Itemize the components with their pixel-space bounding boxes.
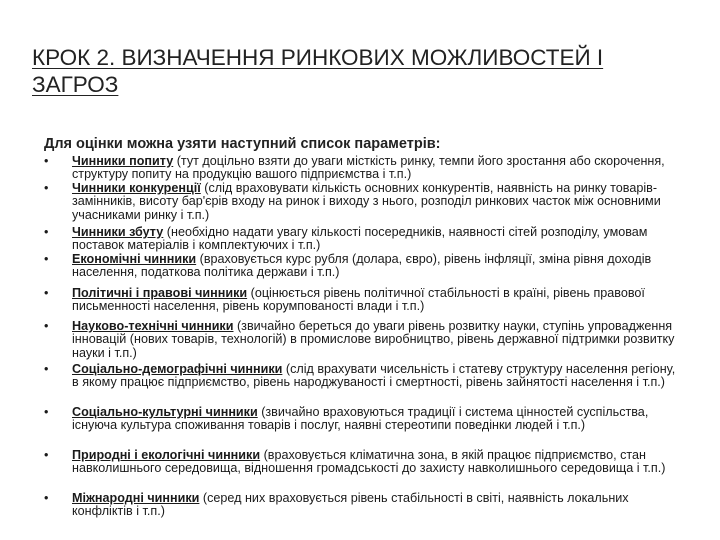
factor-term: Природні і екологічні чинники xyxy=(72,448,261,462)
factor-description: (тут доцільно взяти до уваги місткість ринку, темпи його зростання або скорочення, структуру попиту на продукцію вашого підприємства і т.п.) xyxy=(72,154,665,182)
list-item xyxy=(44,449,684,476)
factor-term: Науково-технічні чинники xyxy=(72,319,234,333)
slide-title: КРОК 2. ВИЗНАЧЕННЯ РИНКОВИХ МОЖЛИВОСТЕЙ І ЗАГРОЗ xyxy=(32,45,604,97)
list-item xyxy=(44,226,684,253)
list-item xyxy=(44,406,684,433)
list-item xyxy=(44,320,684,360)
bullet-icon: • xyxy=(44,181,49,195)
factor-description: (враховується курс рубля (долара, євро), рівень інфляції, зміна рівня доходів населення, податкова політика держави і т.п.) xyxy=(72,252,652,280)
factor-term: Економічні чинники xyxy=(72,252,197,266)
item-text xyxy=(72,253,684,280)
item-text xyxy=(72,492,684,519)
factor-term: Чинники попиту xyxy=(72,154,174,168)
bullet-icon: • xyxy=(44,405,49,419)
list-item xyxy=(44,492,684,519)
bullet-icon: • xyxy=(44,252,49,266)
bullet-icon: • xyxy=(44,319,49,333)
factor-term: Соціально-демографічні чинники xyxy=(72,362,283,376)
item-text xyxy=(72,155,684,182)
list-item xyxy=(44,182,684,222)
item-text xyxy=(72,320,684,360)
factor-term: Чинники збуту xyxy=(72,225,164,239)
list-item xyxy=(44,253,684,280)
item-text xyxy=(72,287,684,314)
item-text xyxy=(72,406,684,433)
item-text xyxy=(72,226,684,253)
bullet-icon: • xyxy=(44,286,49,300)
list-item xyxy=(44,363,684,390)
item-text xyxy=(72,363,684,390)
bullet-icon: • xyxy=(44,225,49,239)
item-text xyxy=(72,449,684,476)
intro-heading: Для оцінки можна узяти наступний список параметрів: xyxy=(44,136,441,152)
factor-term: Чинники конкуренції xyxy=(72,181,201,195)
bullet-icon: • xyxy=(44,491,49,505)
factor-description: (серед них враховується рівень стабільності в світі, наявність локальних конфліктів і т.п.) xyxy=(72,491,629,519)
bullet-icon: • xyxy=(44,154,49,168)
bullet-icon: • xyxy=(44,362,49,376)
factor-description: (оцінюється рівень політичної стабільності в країні, рівень правової письменності населення, рівень корумпованості влади і т.п.) xyxy=(72,286,645,314)
factor-description: (звичайно враховуються традиції і система цінностей суспільства, існуюча культура споживання товарів і послуг, наявні стереотипи поведінки людей і т.п.) xyxy=(72,405,649,433)
factor-description: (враховується кліматична зона, в якій працює підприємство, стан навколишнього середовища, відношення громадськості до захисту навколишнього середовища і т.п.) xyxy=(72,448,666,476)
item-text xyxy=(72,182,684,222)
factor-term: Міжнародні чинники xyxy=(72,491,200,505)
factor-description: (звичайно береться до уваги рівень розвитку науки, ступінь упровадження інновацій (нових товарів, технологій) в промислове виробництво, рівень державної підтримки розвитку науки і т.п.) xyxy=(72,319,675,360)
factor-term: Соціально-культурні чинники xyxy=(72,405,258,419)
factor-description: (необхідно надати увагу кількості посередників, наявності сітей розподілу, умовам поставок матеріалів і комплектуючих і т.п.) xyxy=(72,225,648,253)
factor-description: (слід врахувати чисельність і статеву структуру населення регіону, в якому працює підприємство, рівень народжуваності і смертності, рівень зайнятості населення і т.п.) xyxy=(72,362,676,390)
bullet-icon: • xyxy=(44,448,49,462)
list-item xyxy=(44,155,684,182)
factor-term: Політичні і правові чинники xyxy=(72,286,248,300)
factor-description: (слід враховувати кількість основних конкурентів, наявність на ринку товарів-замінників, висоту бар'єрів входу на ринок і виходу з нього, розподіл ринкових часток між основними учасниками ринку і т.п.) xyxy=(72,181,661,222)
list-item xyxy=(44,287,684,314)
